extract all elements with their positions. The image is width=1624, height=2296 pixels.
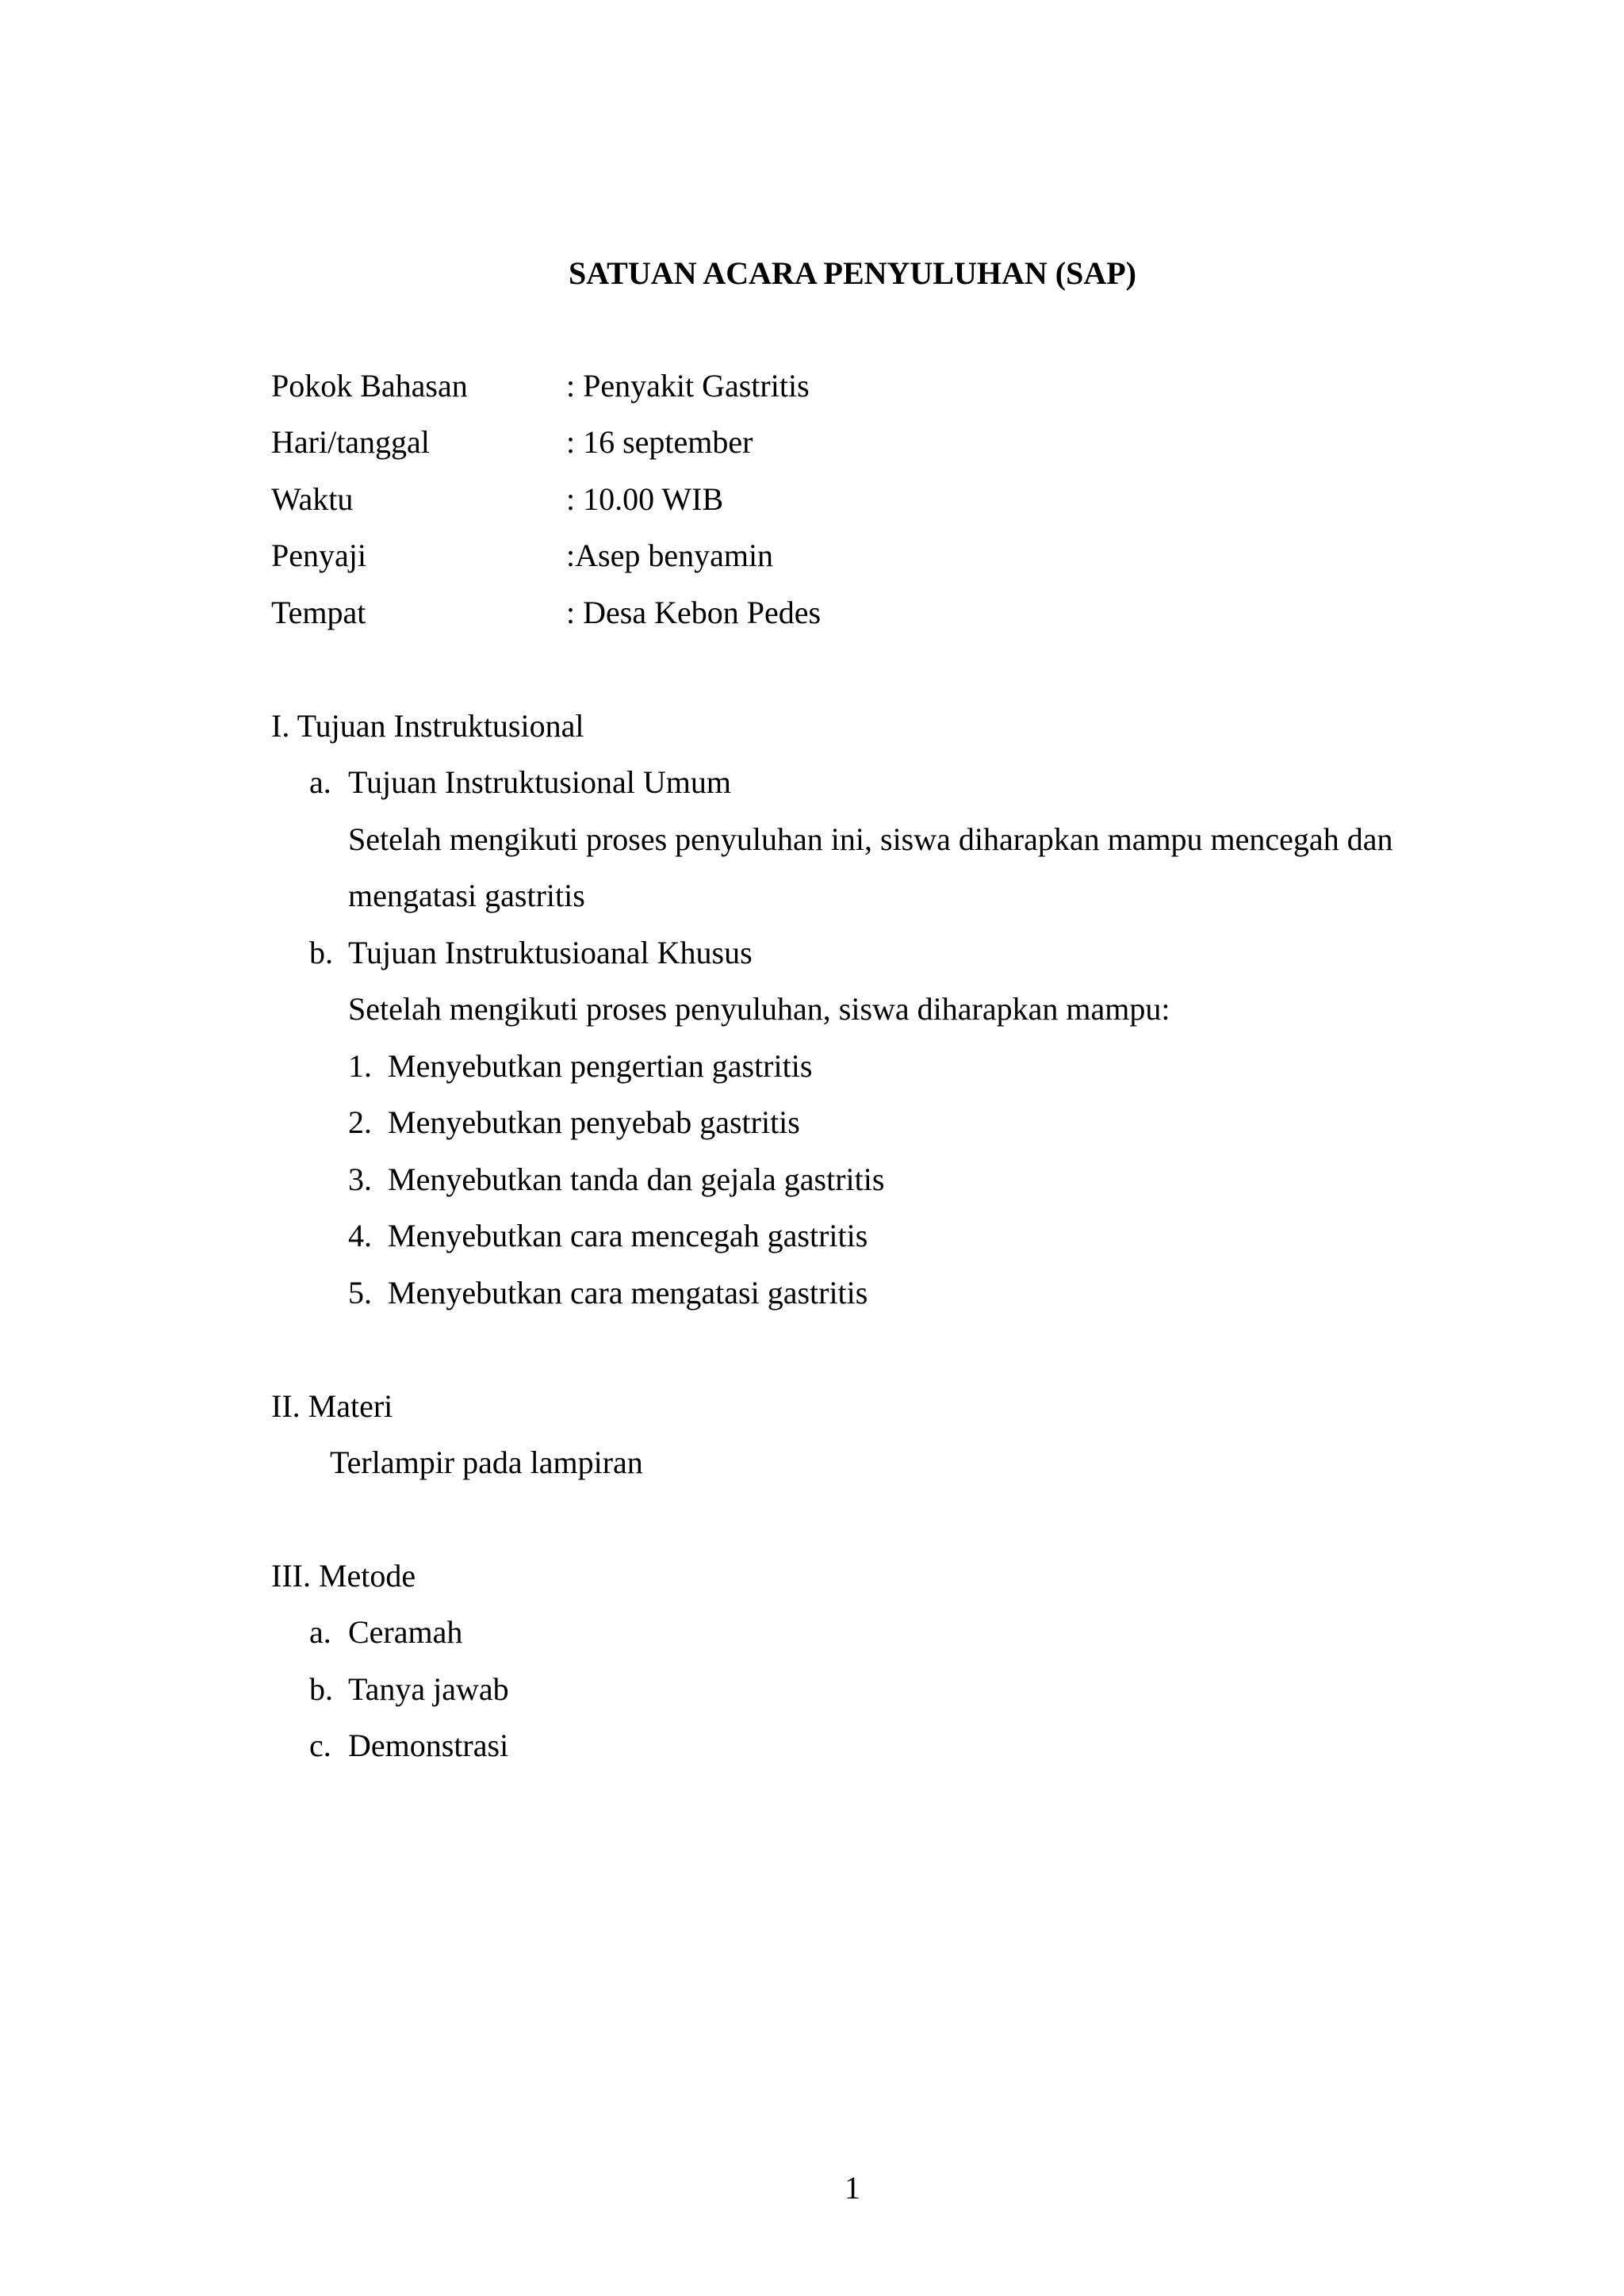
- info-label-waktu: Waktu: [271, 481, 354, 517]
- info-value-hari-tanggal: : 16 september: [566, 424, 753, 460]
- objective-number: 4.: [348, 1218, 372, 1253]
- objective-number: 2.: [348, 1104, 372, 1140]
- method-text: Ceramah: [348, 1614, 463, 1650]
- method-text: Demonstrasi: [348, 1728, 509, 1763]
- page-number: 1: [845, 2170, 860, 2206]
- objective-text: Menyebutkan penyebab gastritis: [388, 1104, 800, 1140]
- objective-number: 5.: [348, 1275, 372, 1311]
- section-1a-text-line2: mengatasi gastritis: [348, 878, 585, 913]
- document-title: SATUAN ACARA PENYULUHAN (SAP): [569, 255, 1136, 291]
- info-value-penyaji: :Asep benyamin: [566, 538, 774, 573]
- section-2-text: Terlampir pada lampiran: [330, 1445, 643, 1480]
- objective-text: Menyebutkan tanda dan gejala gastritis: [388, 1161, 885, 1197]
- section-1a-text-line1: Setelah mengikuti proses penyuluhan ini, siswa diharapkan mampu mencegah dan: [348, 821, 1393, 857]
- section-1a-title: Tujuan Instruktusional Umum: [348, 764, 731, 800]
- objective-text: Menyebutkan pengertian gastritis: [388, 1048, 813, 1084]
- objective-text: Menyebutkan cara mengatasi gastritis: [388, 1275, 868, 1311]
- section-3-heading: III. Metode: [271, 1558, 416, 1594]
- objective-number: 1.: [348, 1048, 372, 1084]
- section-1b-intro: Setelah mengikuti proses penyuluhan, siswa diharapkan mampu:: [348, 991, 1170, 1027]
- method-marker: a.: [309, 1614, 331, 1650]
- info-label-pokok-bahasan: Pokok Bahasan: [271, 368, 468, 404]
- section-1a-marker: a.: [309, 764, 331, 800]
- info-label-tempat: Tempat: [271, 595, 366, 630]
- method-marker: b.: [309, 1671, 333, 1707]
- info-label-hari-tanggal: Hari/tanggal: [271, 424, 430, 460]
- method-marker: c.: [309, 1728, 331, 1763]
- objective-number: 3.: [348, 1161, 372, 1197]
- section-1-heading: I. Tujuan Instruktusional: [271, 708, 584, 744]
- method-text: Tanya jawab: [348, 1671, 509, 1707]
- section-2-heading: II. Materi: [271, 1388, 393, 1424]
- section-1b-marker: b.: [309, 935, 333, 970]
- objective-text: Menyebutkan cara mencegah gastritis: [388, 1218, 868, 1253]
- info-label-penyaji: Penyaji: [271, 538, 366, 573]
- info-value-waktu: : 10.00 WIB: [566, 481, 724, 517]
- section-1b-title: Tujuan Instruktusioanal Khusus: [348, 935, 753, 970]
- info-value-pokok-bahasan: : Penyakit Gastritis: [566, 368, 810, 404]
- info-value-tempat: : Desa Kebon Pedes: [566, 595, 822, 630]
